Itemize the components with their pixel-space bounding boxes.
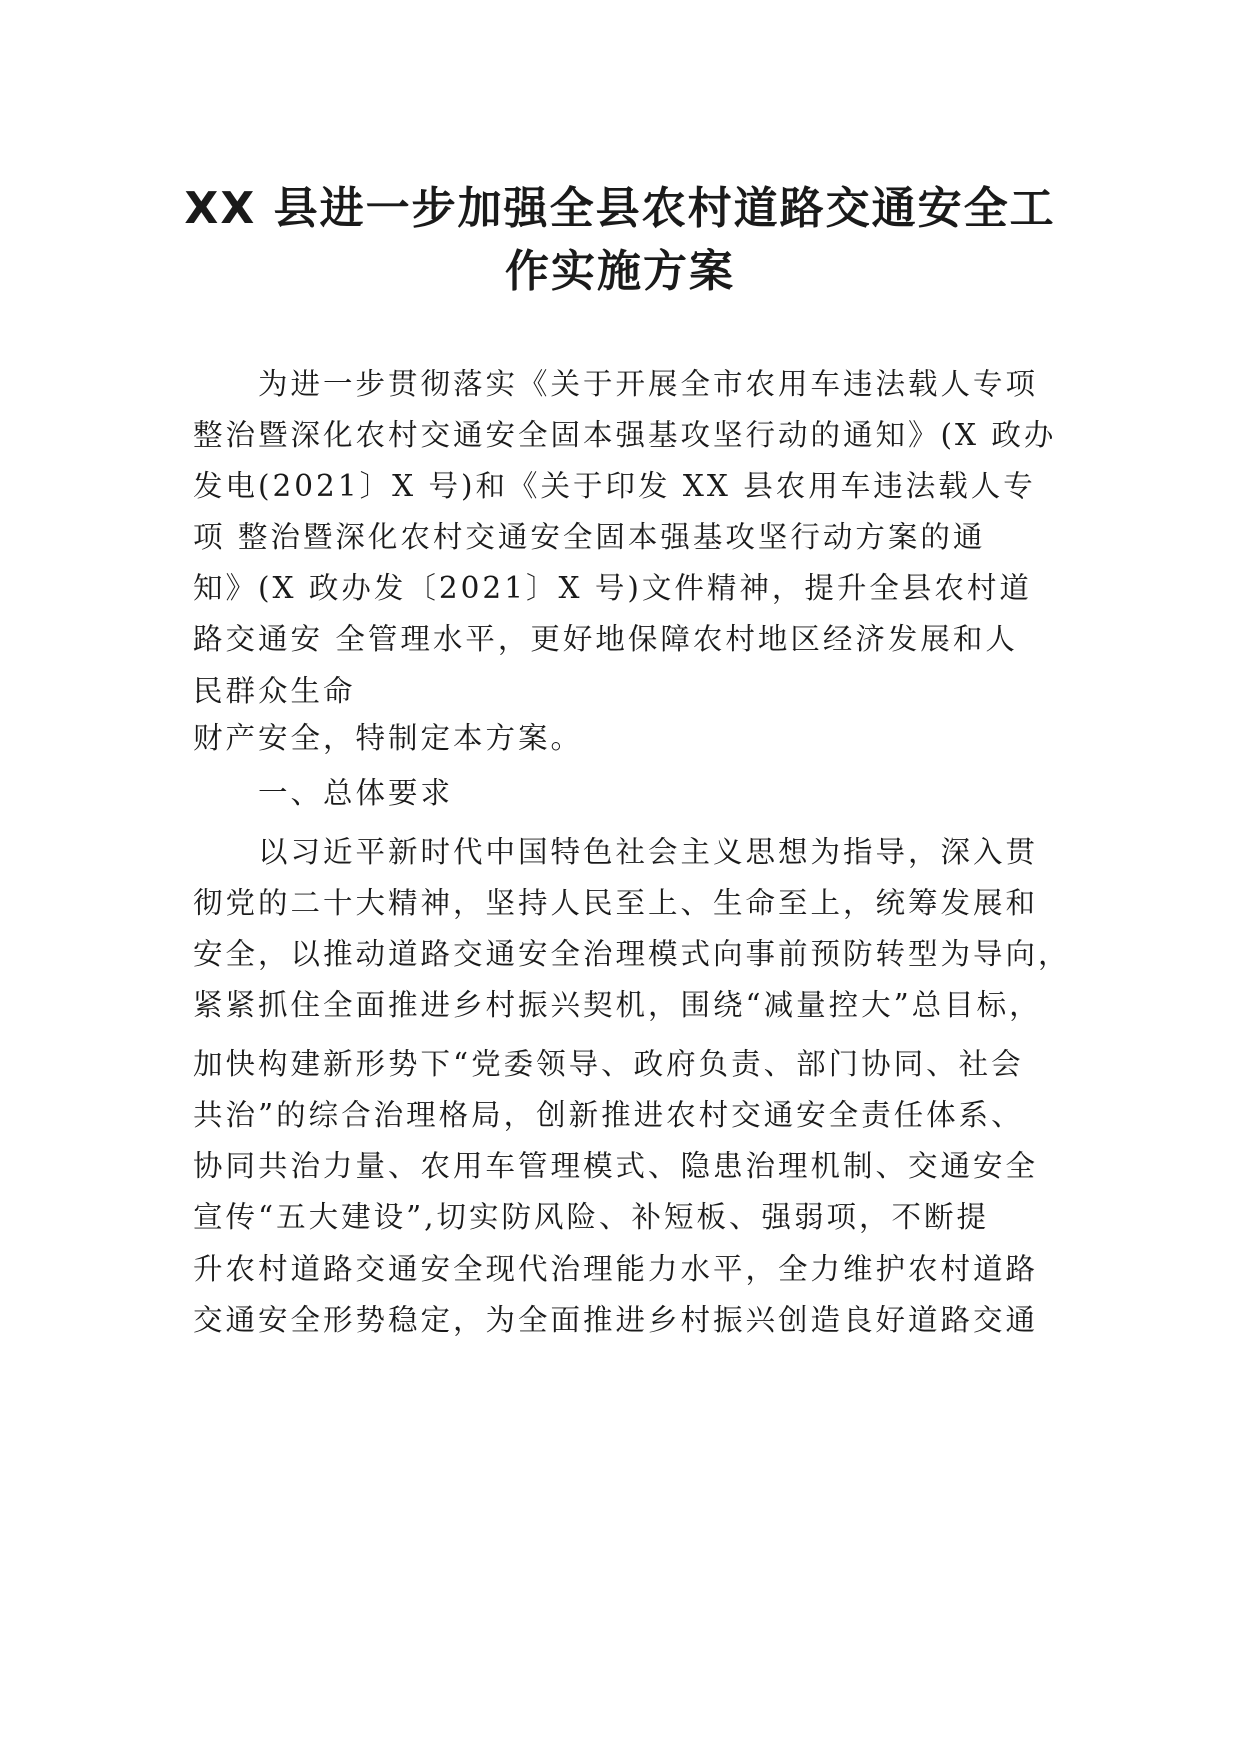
body-line: 为进一步贯彻落实《关于开展全市农用车违法载人专项 <box>258 367 1039 401</box>
body-line: 升农村道路交通安全现代治理能力水平，全力维护农村道路 <box>193 1252 1039 1286</box>
body-line: 整治暨深化农村交通安全固本强基攻坚行动的通知》(X 政办 <box>193 418 1057 452</box>
section-heading: 一、总体要求 <box>258 776 454 810</box>
body-line: 知》(X 政办发〔2021〕X 号)文件精神，提升全县农村道 <box>193 571 1032 605</box>
body-line: 项 整治暨深化农村交通安全固本强基攻坚行动方案的通 <box>193 520 986 554</box>
body-line: 交通安全形势稳定，为全面推进乡村振兴创造良好道路交通 <box>193 1303 1039 1337</box>
document-title-line-1: XX 县进一步加强全县农村道路交通安全工 <box>184 183 1056 234</box>
body-line: 民群众生命 <box>193 674 356 708</box>
body-line: 安全，以推动道路交通安全治理模式向事前预防转型为导向， <box>193 937 1071 971</box>
body-line: 发电(2021〕X 号)和《关于印发 XX 县农用车违法载人专 <box>193 469 1036 503</box>
body-line: 路交通安 全管理水平，更好地保障农村地区经济发展和人 <box>193 622 1018 656</box>
body-line: 彻党的二十大精神，坚持人民至上、生命至上，统筹发展和 <box>193 886 1039 920</box>
body-line: 以习近平新时代中国特色社会主义思想为指导，深入贯 <box>258 835 1039 869</box>
body-line: 财产安全，特制定本方案。 <box>193 721 584 755</box>
body-line: 协同共治力量、农用车管理模式、隐患治理机制、交通安全 <box>193 1149 1039 1183</box>
body-line: 宣传“五大建设”,切实防风险、补短板、强弱项，不断提 <box>193 1200 990 1234</box>
document-title-line-2: 作实施方案 <box>505 246 735 297</box>
body-line: 紧紧抓住全面推进乡村振兴契机，围绕“减量控大”总目标， <box>193 988 1042 1022</box>
body-line: 共治”的综合治理格局，创新推进农村交通安全责任体系、 <box>193 1098 1024 1132</box>
body-line: 加快构建新形势下“党委领导、政府负责、部门协同、社会 <box>193 1047 1024 1081</box>
